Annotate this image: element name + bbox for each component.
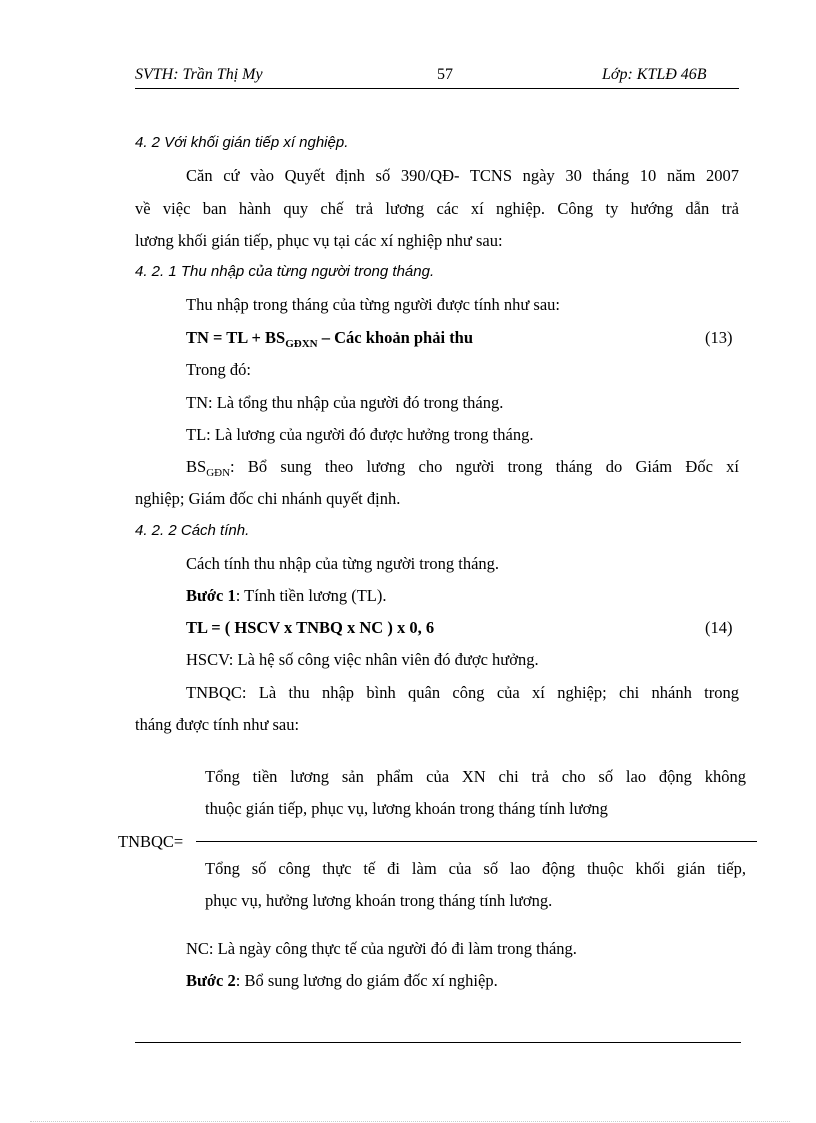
- header-rule: [135, 88, 739, 89]
- fraction-bar: [196, 841, 757, 842]
- formula-14: TL = ( HSCV x TNBQ x NC ) x 0, 6: [186, 618, 435, 637]
- heading-4-2-1: 4. 2. 1 Thu nhập của từng người trong tháng.: [135, 263, 435, 280]
- fraction-numerator-line2: thuộc gián tiếp, phục vụ, lương khoán trong tháng tính lương: [205, 799, 608, 818]
- step-2: Bước 2: Bổ sung lương do giám đốc xí nghiệp.: [186, 971, 498, 990]
- page-edge: [30, 1121, 790, 1122]
- fraction-denominator-line2: phục vụ, hưởng lương khoán trong tháng tính lương.: [205, 891, 553, 910]
- def-bs-line1: $BS_{GĐN}$: Bổ sung theo lương cho người trong tháng do Giám Đốc xí: [186, 457, 739, 479]
- def-nc: NC: Là ngày công thực tế của người đó đi làm trong tháng.: [186, 939, 577, 958]
- para-4-2-line2: về việc ban hành quy chế trả lương các xí nghiệp. Công ty hướng dẫn trả: [135, 199, 739, 218]
- fraction-label: TNBQC=: [118, 832, 184, 851]
- header-page-number: 57: [437, 66, 453, 83]
- header-author: SVTH: Trần Thị My: [135, 66, 263, 83]
- def-tnbqc-line2: tháng được tính như sau:: [135, 715, 300, 734]
- intro-4-2-2: Cách tính thu nhập của từng người trong tháng.: [186, 554, 500, 573]
- header-class: Lớp: KTLĐ 46B: [602, 66, 707, 83]
- formula-14-number: (14): [705, 618, 733, 637]
- formula-13-number: (13): [705, 328, 733, 347]
- def-hscv: HSCV: Là hệ số công việc nhân viên đó được hưởng.: [186, 650, 539, 669]
- where-label: Trong đó:: [186, 360, 251, 379]
- def-tnbqc-line1: TNBQC: Là thu nhập bình quân công của xí nghiệp; chi nhánh trong: [186, 683, 739, 702]
- heading-4-2: 4. 2 Với khối gián tiếp xí nghiệp.: [135, 134, 349, 151]
- def-bs-line2: nghiệp; Giám đốc chi nhánh quyết định.: [135, 489, 401, 508]
- def-tl: TL: Là lương của người đó được hưởng trong tháng.: [186, 425, 534, 444]
- intro-4-2-1: Thu nhập trong tháng của từng người được tính như sau:: [186, 295, 560, 314]
- footer-rule: [135, 1042, 741, 1043]
- fraction-denominator-line1: Tổng số công thực tế đi làm của số lao động thuộc khối gián tiếp,: [205, 859, 746, 878]
- para-4-2-line1: Căn cứ vào Quyết định số 390/QĐ- TCNS ngày 30 tháng 10 năm 2007: [186, 166, 739, 185]
- para-4-2-line3: lương khối gián tiếp, phục vụ tại các xí nghiệp như sau:: [135, 231, 503, 250]
- def-tn: TN: Là tổng thu nhập của người đó trong tháng.: [186, 393, 504, 412]
- fraction-numerator-line1: Tổng tiền lương sản phẩm của XN chi trả cho số lao động không: [205, 767, 746, 786]
- formula-13: TN = TL + $BS_{GĐXN}$ – Các khoản phải thu: [186, 328, 474, 350]
- heading-4-2-2: 4. 2. 2 Cách tính.: [135, 522, 250, 539]
- step-1: Bước 1: Tính tiền lương (TL).: [186, 586, 387, 605]
